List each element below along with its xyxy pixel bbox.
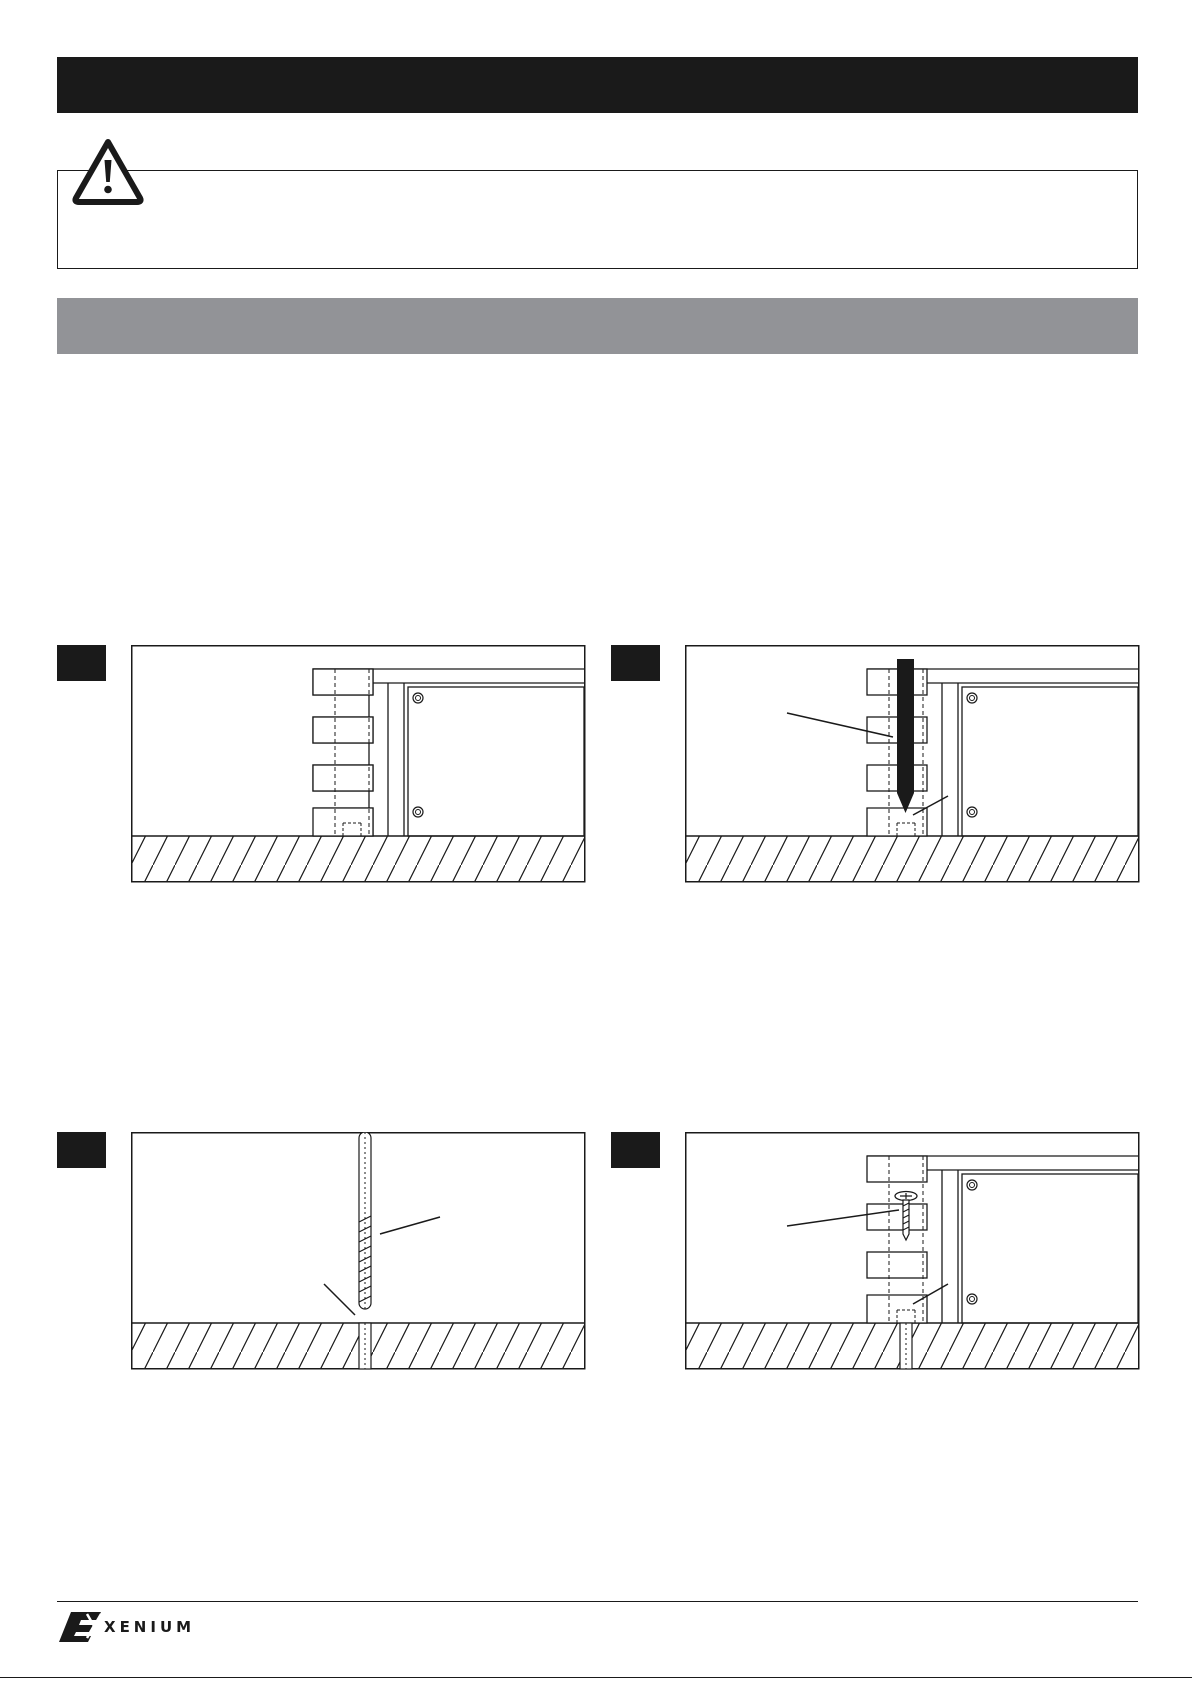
section-header-bar [57,298,1138,354]
step-badge-1 [57,645,106,681]
figure-step-4 [685,1132,1138,1369]
brand-wordmark: XENIUM [104,1618,196,1636]
page-bottom-rule [0,1677,1192,1678]
figure-step-3 [131,1132,584,1369]
figure-step-2 [685,645,1138,882]
warning-triangle-icon [70,136,146,206]
page-title-bar [57,57,1138,113]
footer-divider [57,1601,1138,1602]
warning-box [57,170,1138,269]
step-badge-4 [611,1132,660,1168]
step-badge-2 [611,645,660,681]
figure-step-1 [131,645,584,882]
marker-pen-icon [897,659,914,813]
step-badge-3 [57,1132,106,1168]
